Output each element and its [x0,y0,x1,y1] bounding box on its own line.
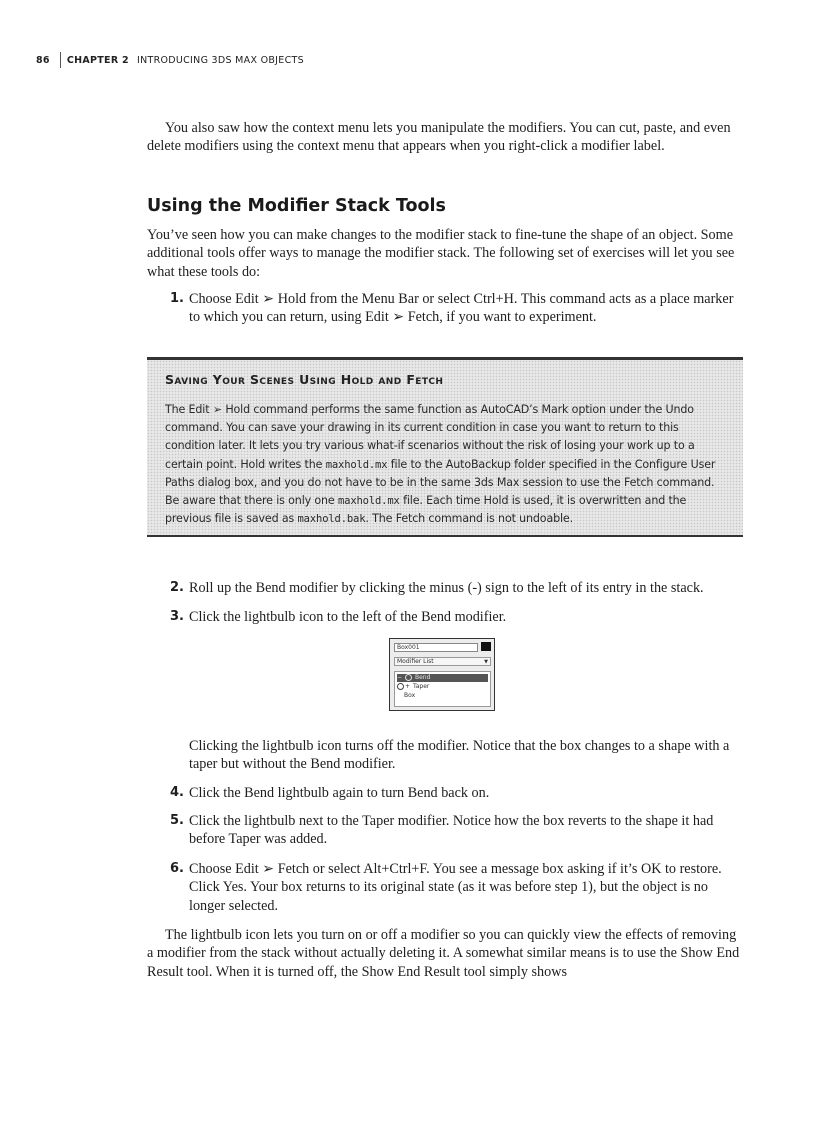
step-text: Choose Edit ➢ Hold from the Menu Bar or select Ctrl+H. This command acts as a place marker to which you can return, using Edit ➢ Fetch, if you want to experiment. [189,291,734,326]
lightbulb-icon [405,674,412,681]
code-filename: maxhold.bak [297,513,366,526]
step-1 [147,290,743,327]
step-text: Click the Bend lightbulb again to turn Bend back on. [189,785,490,801]
code-filename: maxhold.mx [337,495,400,508]
stack-item-box [397,692,488,700]
step-3-followup-text: Clicking the lightbulb icon turns off the modifier. Notice that the box changes to a shape with a taper but without the Bend modifier. [189,738,730,773]
stack-item-taper [397,683,488,691]
sidebar-text-1: The Edit ➢ Hold command performs the same function as AutoCAD’s Mark option under the Undo command. You can save your drawing in its current condition in case you want to return to this condition later. It lets you try various what-if scenarios without the risk of losing your work up to a certain point. Hold writes the [165,403,695,471]
object-color-swatch [481,642,491,651]
step-number: 2. [170,580,184,595]
stack-item-bend [397,674,488,682]
step-4 [147,784,743,802]
step-number: 4. [170,785,184,800]
step-text: Choose Edit ➢ Fetch or select Alt+Ctrl+F. You see a message box asking if it’s OK to restore. Click Yes. Your box returns to its original state (as it was before step 1), but the object is no longer selected. [189,861,722,914]
modifier-list-dropdown [394,657,491,666]
plus-icon: + [405,683,411,690]
sidebar-box [147,357,743,537]
step-text: Click the lightbulb next to the Taper modifier. Notice how the box reverts to the shape it had before Taper was added. [189,813,714,848]
step-text: Click the lightbulb icon to the left of the Bend modifier. [189,609,507,625]
sidebar-body [165,401,731,528]
minus-icon: − [397,674,403,681]
object-name-field: Box001 [394,643,478,652]
step-3-followup [189,737,743,774]
running-head [36,52,304,68]
page-number: 86 [36,54,50,66]
step-number: 1. [170,291,184,306]
intro-paragraph-text: You also saw how the context menu lets you manipulate the modifiers. You can cut, paste, and even delete modifiers using the context menu that appears when you right-click a modifier label. [147,120,731,155]
header-divider [60,52,61,68]
step-3 [147,608,743,626]
step-2 [147,579,743,597]
step-number: 3. [170,609,184,624]
chapter-title: INTRODUCING 3DS MAX OBJECTS [136,54,304,66]
step-5 [147,812,743,849]
sidebar-text-2: file to the AutoBackup folder specified in the Configure User Paths dialog box, and you do not have to be in the same 3ds Max session to use the Fetch command. Be aware that there is only one [165,457,716,508]
modifier-stack [394,671,491,707]
code-filename: maxhold.mx [325,458,388,471]
stack-item-label: Taper [413,683,430,690]
step-6 [147,860,743,915]
lightbulb-icon [397,683,404,690]
modifier-list-label: Modifier List [397,658,434,665]
section-heading: Using the Modifier Stack Tools [147,196,446,216]
chapter-label: CHAPTER 2 [66,54,129,66]
stack-item-label: Bend [414,674,431,681]
stack-item-label: Box [404,692,416,699]
sidebar-text-3: file. Each time Hold is used, it is overwritten and the previous file is saved as [165,494,687,526]
step-text: Roll up the Bend modifier by clicking the minus (-) sign to the left of its entry in the stack. [189,580,704,596]
closing-paragraph [147,926,743,981]
step-number: 6. [170,861,184,876]
intro-paragraph [147,119,743,156]
section-intro-text: You’ve seen how you can make changes to the modifier stack to fine-tune the shape of an object. Some additional tools offer ways to manage the modifier stack. The following set of exercises will let you see what these tools do: [147,227,735,280]
sidebar-title: Saving Your Scenes Using Hold and Fetch [165,372,444,387]
sidebar-text-4: . The Fetch command is not undoable. [365,512,573,526]
dropdown-arrow-icon: ▼ [484,659,488,665]
section-intro [147,226,743,281]
closing-paragraph-text: The lightbulb icon lets you turn on or off a modifier so you can quickly view the effects of removing a modifier from the stack without actually deleting it. A somewhat similar means is to use the Show End Result tool. When it is turned off, the Show End Result tool simply shows [147,927,740,980]
modifier-panel-figure [389,638,495,711]
step-number: 5. [170,813,184,828]
